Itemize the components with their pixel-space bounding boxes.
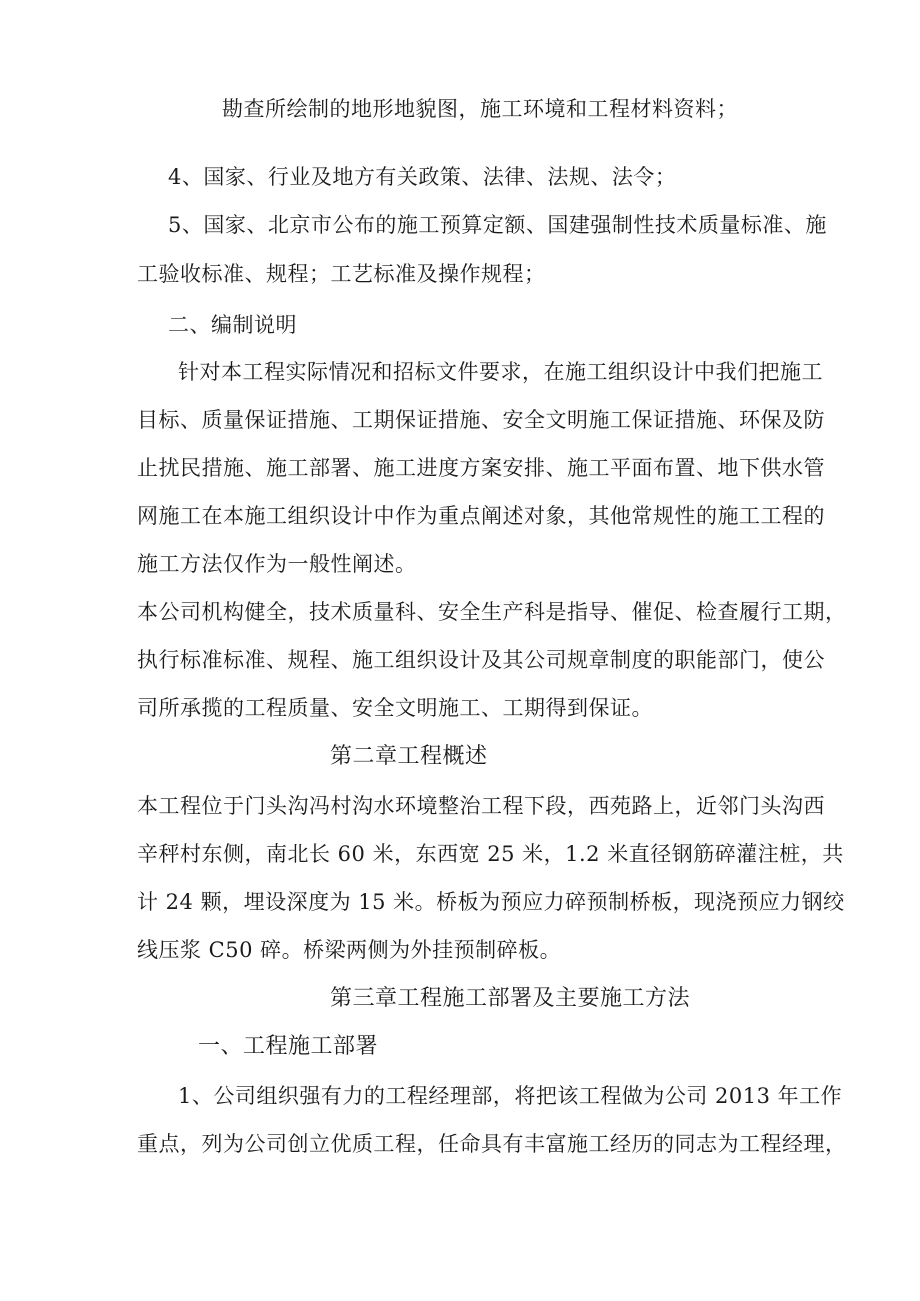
item-5-line-2: 工验收标准、规程；工艺标准及操作规程； (137, 262, 546, 286)
chapter-2-para-line-3: 计 24 颗，埋设深度为 15 米。桥板为预应力碎预制桥板，现浇预应力钢绞 (137, 890, 845, 914)
chapter-3-subtitle-1: 一、工程施工部署 (198, 1034, 379, 1059)
item-4-line: 4、国家、行业及地方有关政策、法律、法规、法令； (168, 165, 677, 189)
item-5-line-1: 5、国家、北京市公布的施工预算定额、国建强制性技术质量标准、施 (168, 213, 827, 237)
section-2-para-1-line-5: 施工方法仅作为一般性阐述。 (137, 552, 417, 576)
chapter-2-para-line-1: 本工程位于门头沟冯村沟水环境整治工程下段，西苑路上，近邻门头沟西 (137, 794, 825, 818)
section-2-para-1-line-1: 针对本工程实际情况和招标文件要求，在施工组织设计中我们把施工 (178, 360, 823, 384)
chapter-3-item-1-line-2: 重点，列为公司创立优质工程，任命具有丰富施工经历的同志为工程经理， (137, 1132, 847, 1156)
section-2-para-2-line-3: 司所承揽的工程质量、安全文明施工、工期得到保证。 (137, 696, 653, 720)
section-2-para-2-line-1: 本公司机构健全，技术质量科、安全生产科是指导、催促、检查履行工期， (137, 600, 847, 624)
chapter-2-para-line-4: 线压浆 C50 碎。桥梁两侧为外挂预制碎板。 (137, 938, 562, 962)
section-2-para-2-line-2: 执行标准标准、规程、施工组织设计及其公司规章制度的职能部门，使公 (137, 648, 825, 672)
intro-tail-line: 勘查所绘制的地形地貌图，施工环境和工程材料资料； (222, 97, 738, 121)
section-2-para-1-line-3: 止扰民措施、施工部署、施工进度方案安排、施工平面布置、地下供水管 (137, 456, 825, 480)
section-2-title: 二、编制说明 (168, 313, 297, 337)
chapter-2-title: 第二章工程概述 (330, 744, 488, 769)
section-2-para-1-line-2: 目标、质量保证措施、工期保证措施、安全文明施工保证措施、环保及防 (137, 408, 825, 432)
chapter-3-item-1-line-1: 1、公司组织强有力的工程经理部，将把该工程做为公司 2013 年工作 (178, 1084, 843, 1108)
chapter-3-title: 第三章工程施工部署及主要施工方法 (330, 986, 691, 1011)
chapter-2-para-line-2: 辛秤村东侧，南北长 60 米，东西宽 25 米，1.2 米直径钢筋碎灌注桩，共 (137, 842, 844, 866)
section-2-para-1-line-4: 网施工在本施工组织设计中作为重点阐述对象，其他常规性的施工工程的 (137, 504, 825, 528)
